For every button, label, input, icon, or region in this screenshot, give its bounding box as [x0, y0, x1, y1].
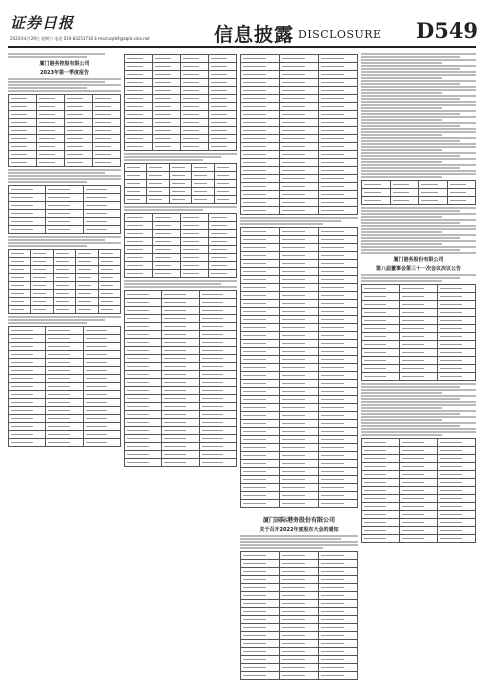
column-2	[124, 52, 237, 692]
column-1	[8, 52, 121, 692]
column-4	[361, 52, 476, 692]
page-number: D549	[416, 18, 479, 43]
data-table	[124, 290, 237, 467]
data-table	[124, 163, 237, 204]
masthead-rule	[8, 46, 476, 48]
column-3	[240, 52, 358, 692]
issue-meta: 2023年4月29日 星期六 电话 010-83251716 E-mail:zqrb9@zqrb.sina.net	[10, 36, 150, 41]
article-2-title: 厦门国际港务股份有限公司	[262, 517, 335, 524]
article-2-subtitle: 关于召开2022年度股东大会的通知	[259, 527, 339, 533]
data-table	[8, 185, 121, 234]
article-1-subtitle: 2023年第一季度报告	[40, 70, 89, 76]
newspaper-logo: 证券日报	[10, 14, 75, 32]
article-3-title: 厦门港务股份有限公司	[393, 257, 444, 263]
article-3-subtitle: 第八届董事会第三十一次会议决议公告	[375, 266, 461, 272]
data-table	[361, 284, 476, 381]
section-title-en: DISCLOSURE	[298, 28, 382, 41]
data-table	[240, 54, 358, 215]
data-table	[361, 438, 476, 543]
data-table	[361, 180, 476, 205]
data-table	[8, 94, 121, 167]
data-table	[124, 213, 237, 278]
article-1-title: 厦门港务控股有限公司	[39, 61, 90, 67]
data-table	[240, 227, 358, 508]
data-table	[8, 249, 121, 314]
data-table	[240, 551, 358, 680]
data-table	[124, 54, 237, 151]
data-table	[8, 326, 121, 447]
section-title: 信息披露	[214, 24, 295, 46]
